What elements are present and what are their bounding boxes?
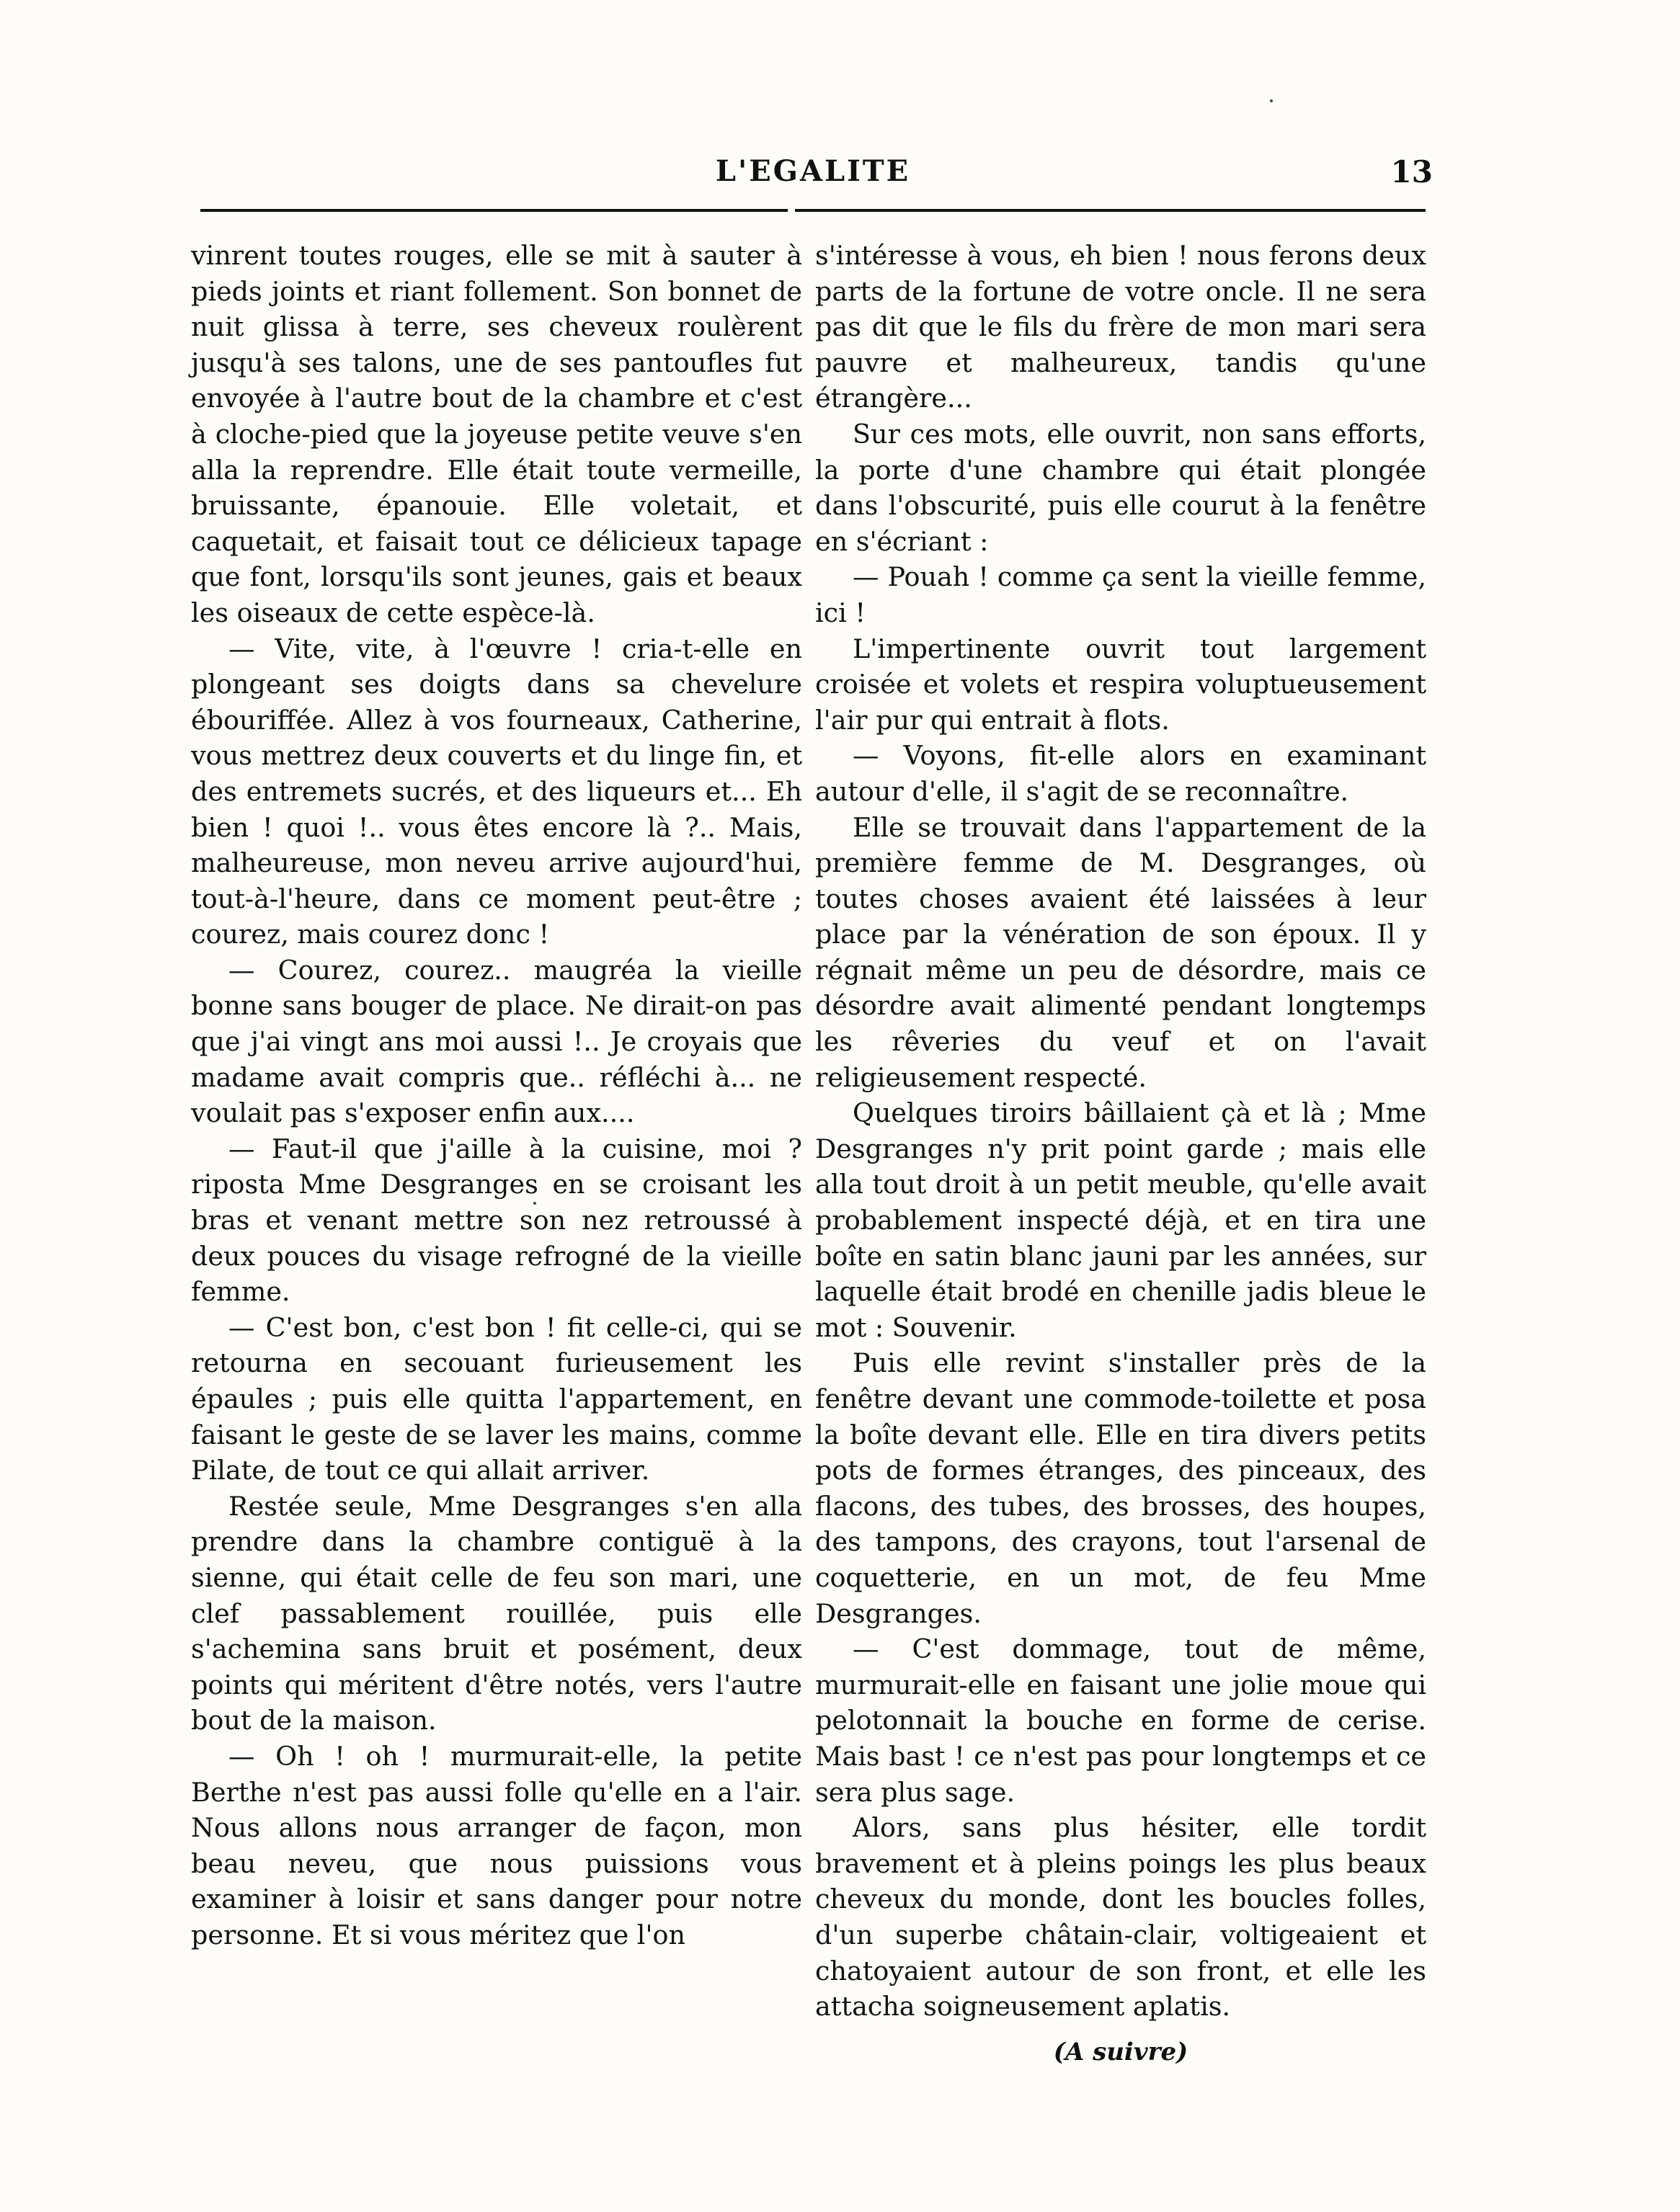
paragraph: — C'est dommage, tout de même, murmurait-elle en faisant une jolie moue qui pelotonnait la bouche en forme de cerise. Mais bast ! ce n'est pas pour longtemps et ce sera plus sage. [815, 1633, 1426, 1808]
running-title: L'EGALITE [715, 154, 911, 188]
paragraph: vinrent toutes rouges, elle se mit à sauter à pieds joints et riant follement. Son bonnet de nuit glissa à terre, ses cheveux roulèrent jusqu'à ses talons, une de ses pantoufles fut envoyée à l'autre bout de la chambre et c'est à cloche-pied que la joyeuse petite veuve s'en alla la reprendre. Elle était toute vermeille, bruissante, épanouie. Elle voletait, et caquetait, et faisait tout ce délicieux tapage que font, lorsqu'ils sont jeunes, gais et beaux les oiseaux de cette espèce-là. [191, 240, 802, 628]
paragraph: Sur ces mots, elle ouvrit, non sans efforts, la porte d'une chambre qui était plongée dans l'obscurité, puis elle courut à la fenêtre en s'écriant : [815, 418, 1426, 557]
header-rule-right [795, 209, 1426, 212]
paragraph: Restée seule, Mme Desgranges s'en alla prendre dans la chambre contiguë à la sienne, qui était celle de feu son mari, une clef passablement rouillée, puis elle s'achemina sans bruit et posément, deux points qui méritent d'être notés, vers l'autre bout de la maison. [191, 1490, 802, 1736]
paragraph: — Vite, vite, à l'œuvre ! cria-t-elle en plongeant ses doigts dans sa chevelure ébouriffée. Allez à vos fourneaux, Catherine, vous mettrez deux couverts et du linge fin, et des entremets sucrés, et des liqueurs et... Eh bien ! quoi !.. vous êtes encore là ?.. Mais, malheureuse, mon neveu arrive aujourd'hui, tout-à-l'heure, dans ce moment peut-être ; courez, mais courez donc ! [191, 633, 802, 950]
paragraph: — Faut-il que j'aille à la cuisine, moi ? riposta Mme Desgranges en se croisant les bras et venant mettre son nez retroussé à deux pouces du visage refrogné de la vieille femme. [191, 1133, 802, 1308]
paragraph: Elle se trouvait dans l'appartement de la première femme de M. Desgranges, où toutes choses avaient été laissées à leur place par la vénération de son époux. Il y régnait même un peu de désordre, mais ce désordre avait alimenté pendant longtemps les rêveries du veuf et on l'avait religieusement respecté. [815, 811, 1426, 1093]
paragraph: Quelques tiroirs bâillaient çà et là ; Mme Desgranges n'y prit point garde ; mais elle alla tout droit à un petit meuble, qu'elle avait probablement inspecté déjà, et en tira une boîte en satin blanc jauni par les années, sur laquelle était brodé en chenille jadis bleue le mot : Souvenir. [815, 1097, 1426, 1343]
paragraph: — Pouah ! comme ça sent la vieille femme, ici ! [815, 561, 1426, 628]
print-speck [1270, 99, 1273, 102]
paragraph: — Voyons, fit-elle alors en examinant autour d'elle, il s'agit de se reconnaître. [815, 740, 1426, 807]
paragraph: — Oh ! oh ! murmurait-elle, la petite Berthe n'est pas aussi folle qu'elle en a l'air. Nous allons nous arranger de façon, mon beau neveu, que nous puissions vous examiner à loisir et sans danger pour notre personne. Et si vous méritez que l'on [191, 1740, 802, 1950]
paragraph: — C'est bon, c'est bon ! fit celle-ci, qui se retourna en secouant furieusement les épaules ; puis elle quitta l'appartement, en faisant le geste de se laver les mains, comme Pilate, de tout ce qui allait arriver. [191, 1311, 802, 1486]
print-speck [533, 1202, 536, 1205]
right-column [815, 238, 1426, 2070]
paragraph: L'impertinente ouvrit tout largement croisée et volets et respira voluptueusement l'air pur qui entrait à flots. [815, 633, 1426, 736]
paragraph: Alors, sans plus hésiter, elle tordit bravement et à pleins poings les plus beaux cheveux du monde, dont les boucles folles, d'un superbe châtain-clair, voltigeaient et chatoyaient autour de son front, et elle les attacha soigneusement aplatis. [815, 1812, 1426, 2023]
left-column [191, 238, 802, 1953]
paragraph: s'intéresse à vous, eh bien ! nous ferons deux parts de la fortune de votre oncle. Il ne sera pas dit que le fils du frère de mon mari sera pauvre et malheureux, tandis qu'une étrangère... [815, 240, 1426, 414]
to-be-continued-note: (A suivre) [1053, 2037, 1188, 2066]
page-number: 13 [1390, 154, 1433, 189]
paragraph: — Courez, courez.. maugréa la vieille bonne sans bouger de place. Ne dirait-on pas que j'ai vingt ans moi aussi !.. Je croyais que madame avait compris que.. réfléchi à... ne voulait pas s'exposer enfin aux.... [191, 954, 802, 1129]
page-header [193, 154, 1433, 195]
header-rule-left [200, 209, 788, 212]
paragraph: Puis elle revint s'installer près de la fenêtre devant une commode-toilette et posa la boîte devant elle. Elle en tira divers petits pots de formes étranges, des pinceaux, des flacons, des tubes, des brosses, des houpes, des tampons, des crayons, tout l'arsenal de coquetterie, en un mot, de feu Mme Desgranges. [815, 1347, 1426, 1629]
